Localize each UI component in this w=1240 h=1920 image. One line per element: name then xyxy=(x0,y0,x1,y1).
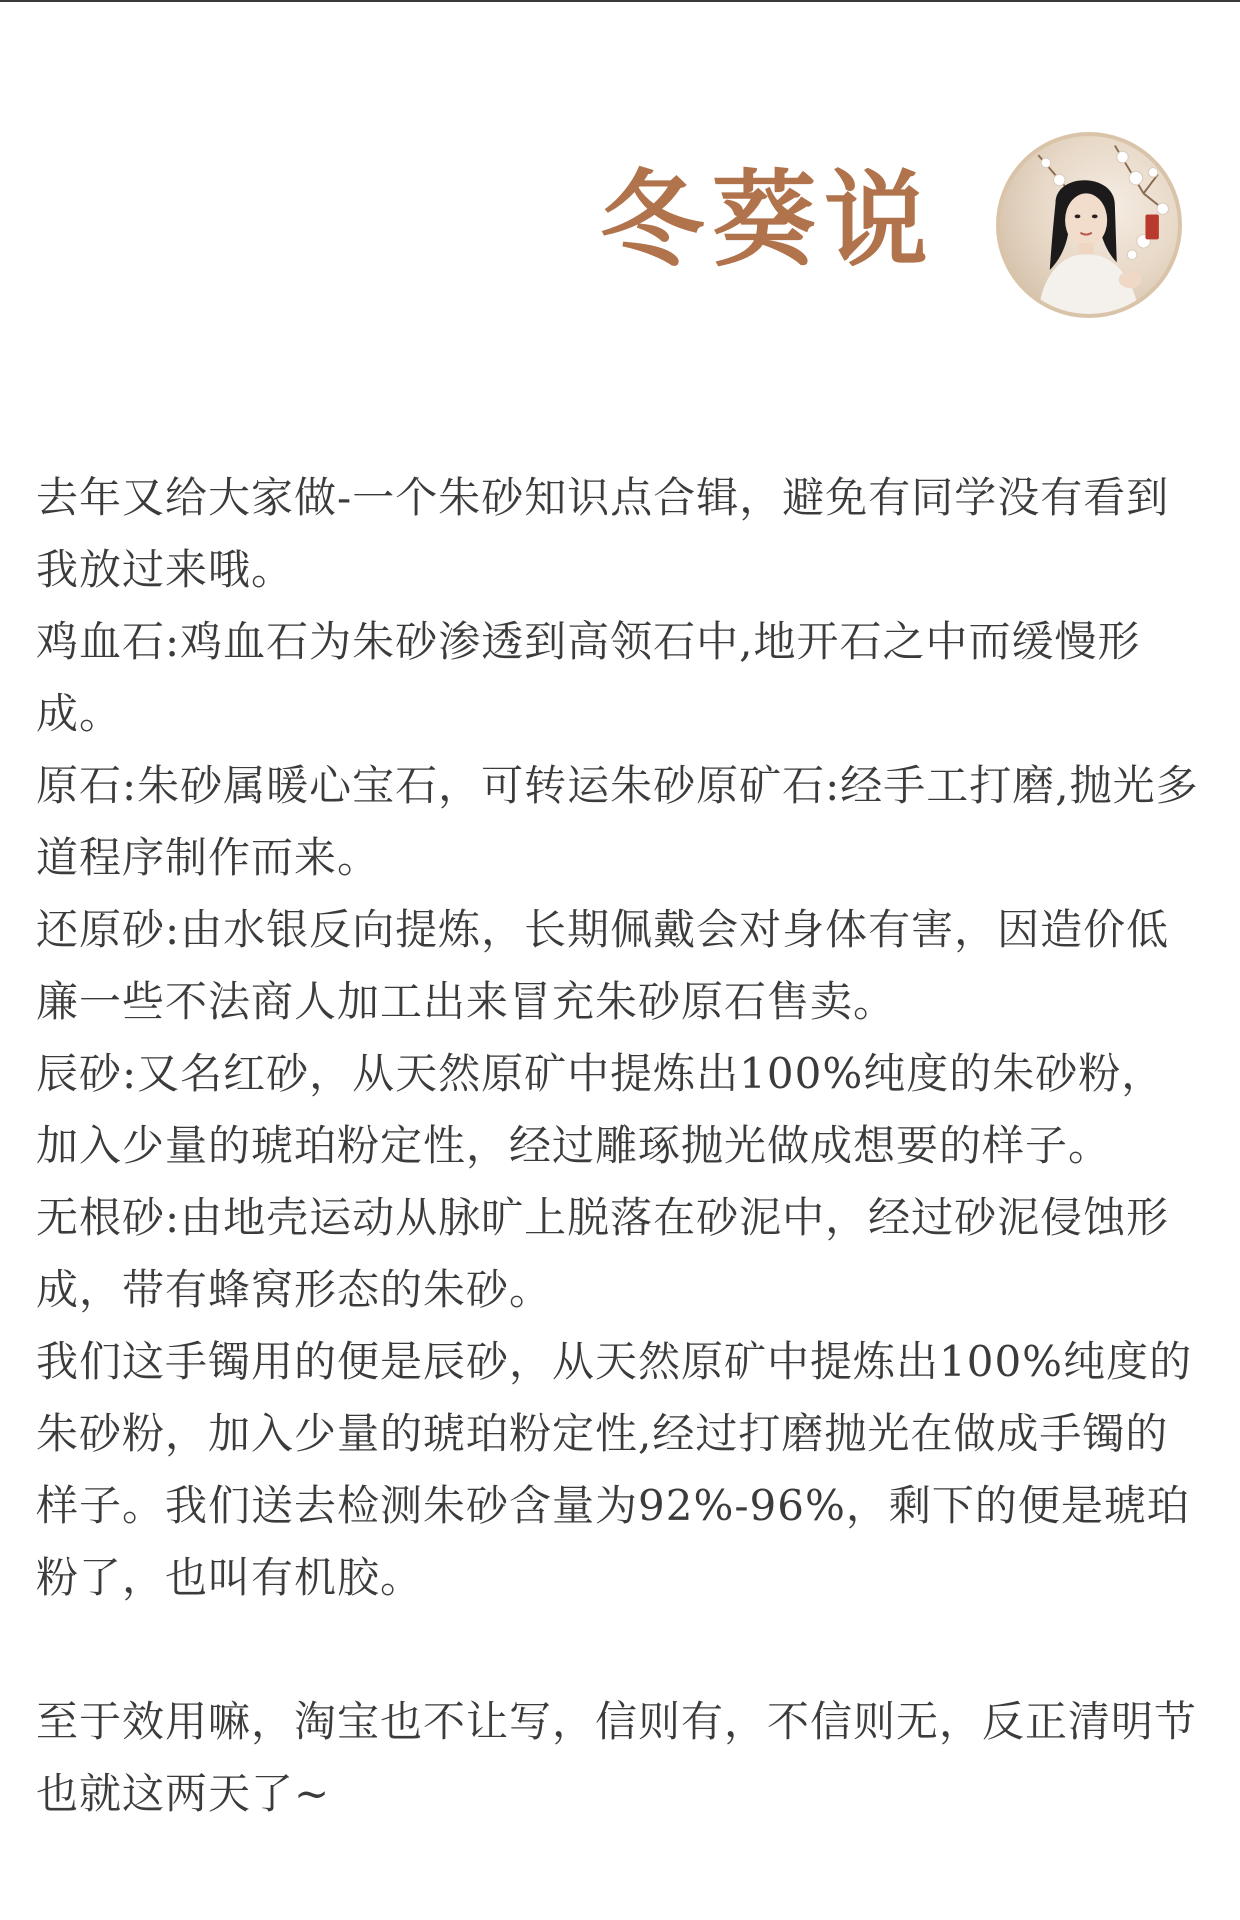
paragraph-chensha-line2: 加入少量的琥珀粉定性，经过雕琢抛光做成想要的样子。 xyxy=(36,1121,1112,1170)
paragraph-closing: 至于效用嘛，淘宝也不让写，信则有，不信则无，反正清明节也就这两天了~ xyxy=(36,1697,1198,1818)
paragraph-intro: 去年又给大家做-一个朱砂知识点合辑，避免有同学没有看到我放过来哦。 xyxy=(36,473,1170,594)
paragraph-chensha-line1: 辰砂:又名红砂，从天然原矿中提炼出100%纯度的朱砂粉， xyxy=(36,1049,1165,1098)
paragraph-huanyuansha: 还原砂:由水银反向提炼，长期佩戴会对身体有害，因造价低廉一些不法商人加工出来冒充朱砂原石售卖。 xyxy=(36,905,1170,1026)
brand-title: 冬葵说 xyxy=(600,158,937,281)
avatar[interactable] xyxy=(996,132,1182,318)
paragraph-wugensha: 无根砂:由地壳运动从脉旷上脱落在砂泥中，经过砂泥侵蚀形成，带有蜂窝形态的朱砂。 xyxy=(36,1193,1170,1314)
article-body xyxy=(36,462,1206,1830)
paragraph-bracelet: 我们这手镯用的便是辰砂，从天然原矿中提炼出100%纯度的朱砂粉，加入少量的琥珀粉定性,经过打磨抛光在做成手镯的样子。我们送去检测朱砂含量为92%-96%，剩下的便是琥珀粉了，也叫有机胶。 xyxy=(36,1337,1193,1602)
paragraph-yuanshi: 原石:朱砂属暖心宝石，可转运朱砂原矿石:经手工打磨,抛光多道程序制作而来。 xyxy=(36,761,1199,882)
top-divider xyxy=(0,0,1240,2)
paragraph-spacer xyxy=(36,1614,1206,1686)
paragraph-jixueshi: 鸡血石:鸡血石为朱砂渗透到高领石中,地开石之中而缓慢形成。 xyxy=(36,617,1141,738)
portrait-avatar-icon xyxy=(1000,136,1178,314)
